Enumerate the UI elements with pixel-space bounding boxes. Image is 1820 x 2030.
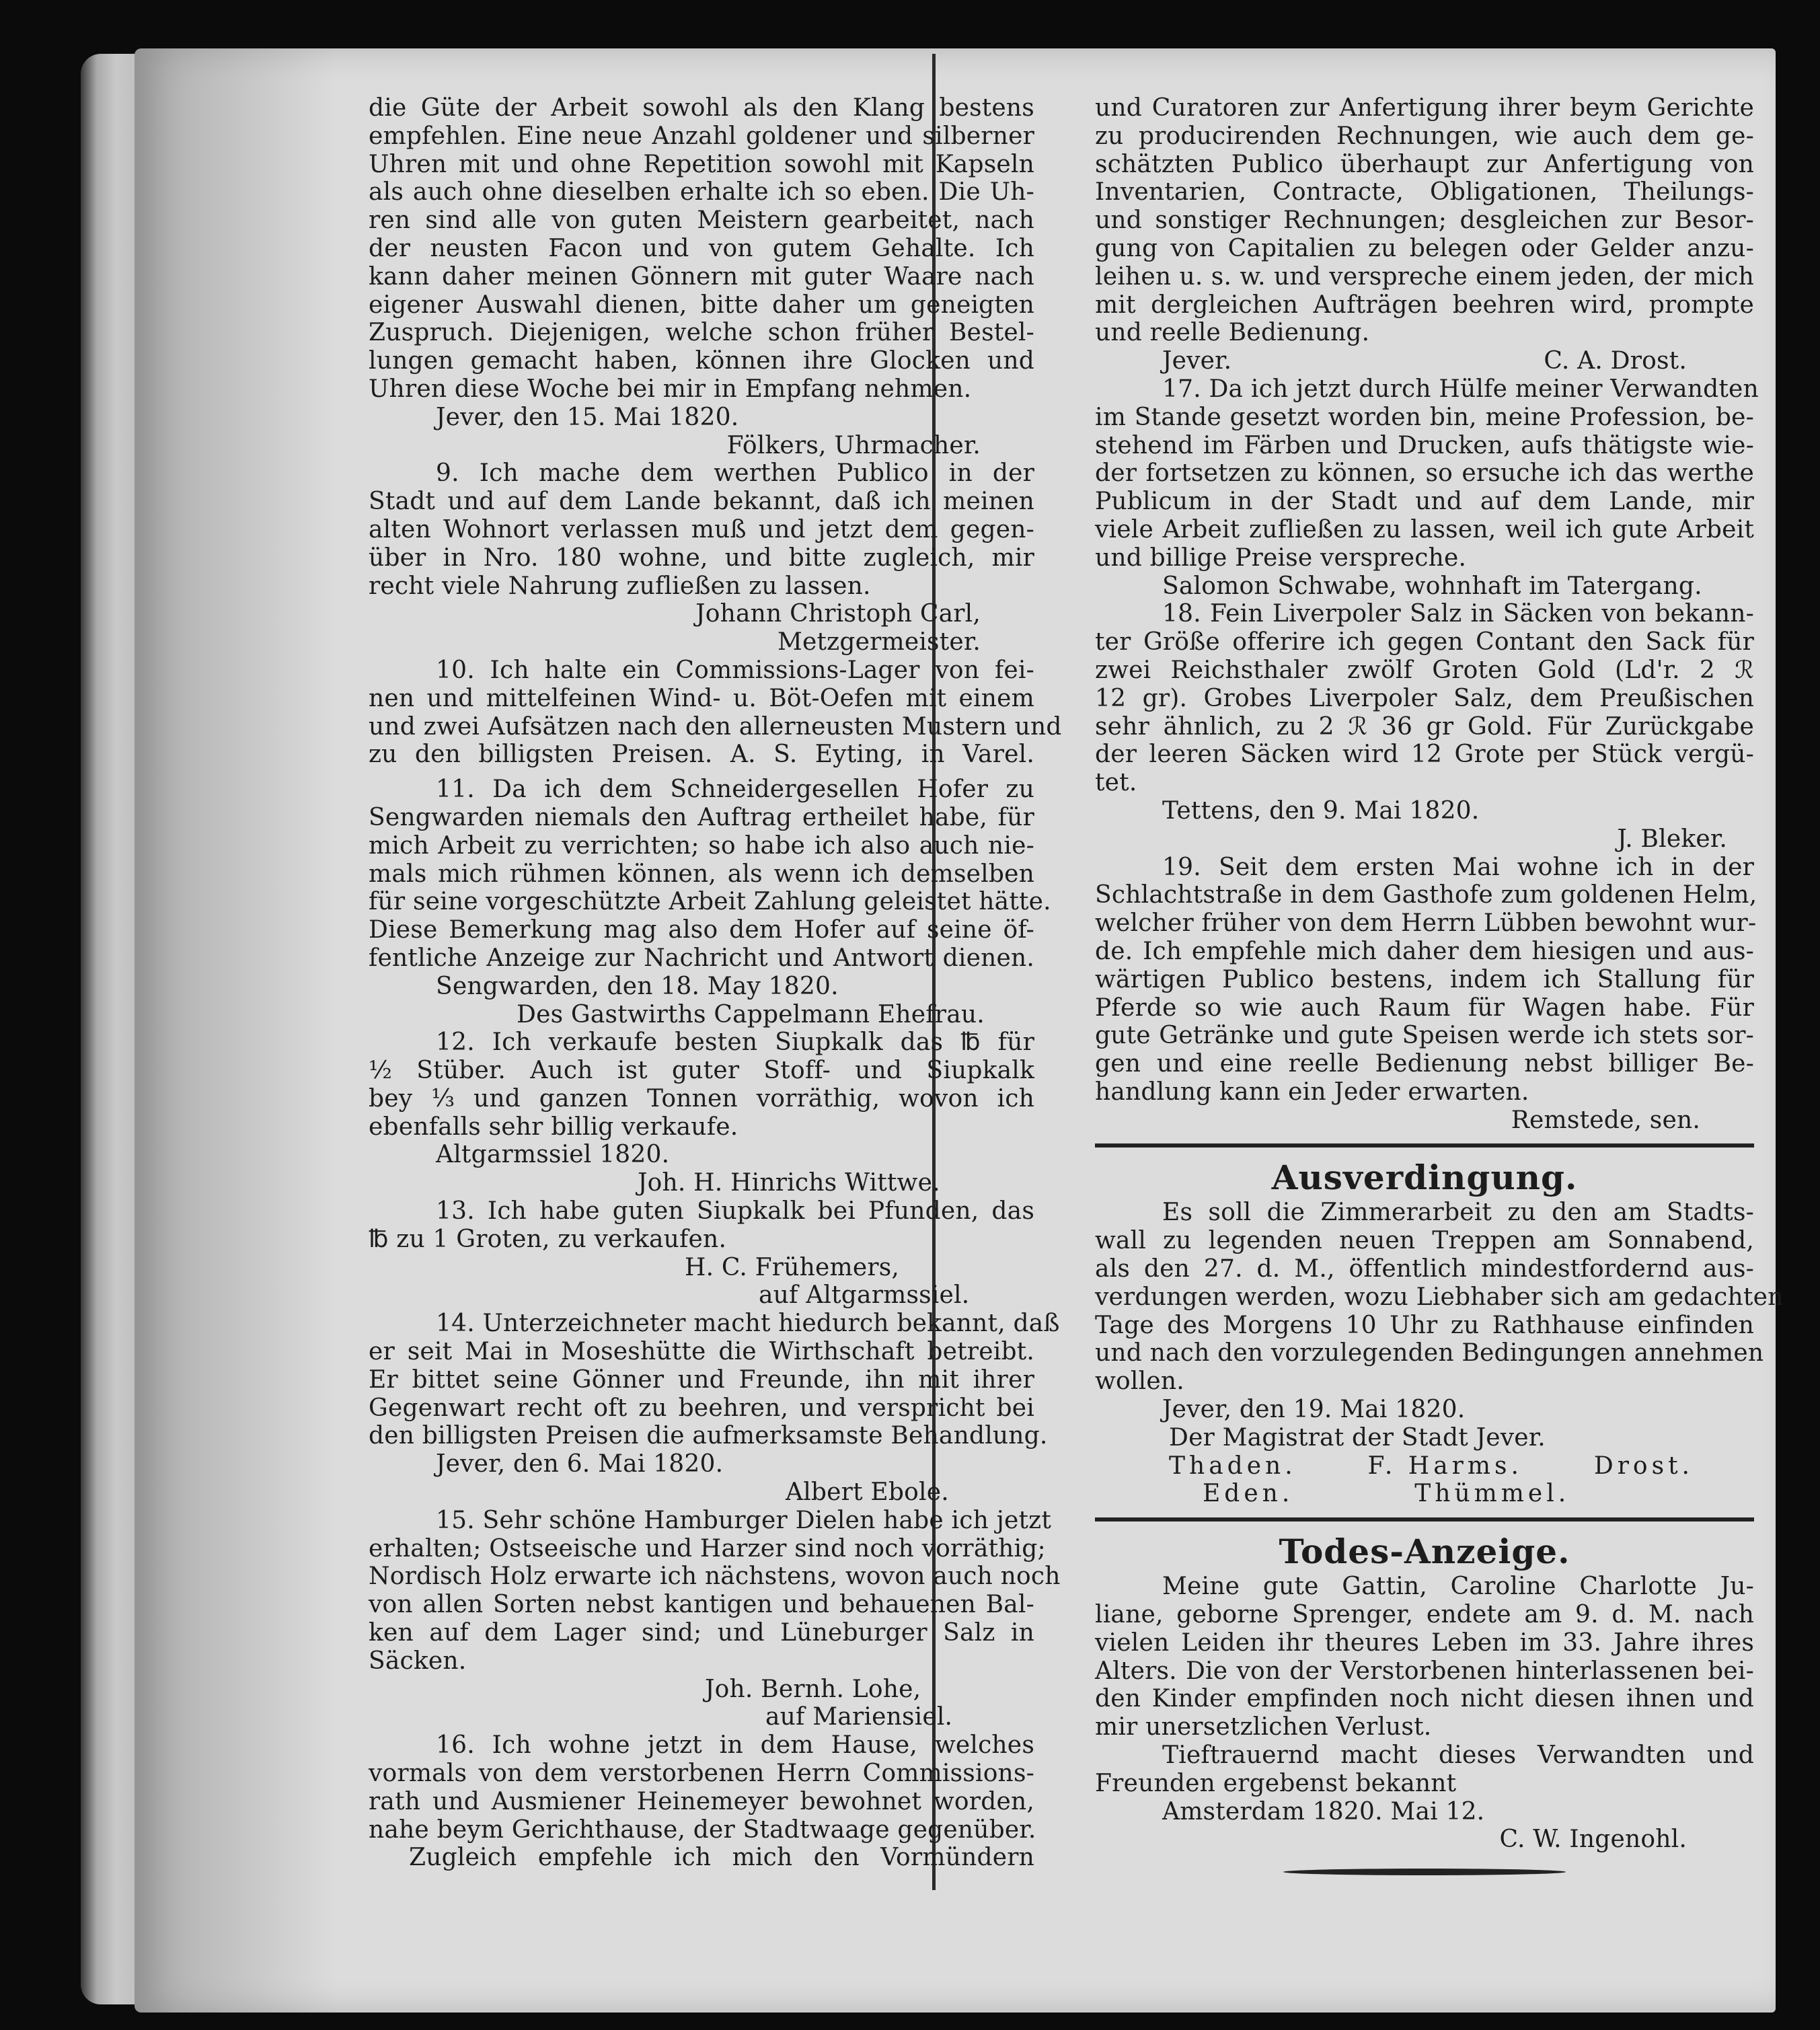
text-line: Uhren mit und ohne Repetition sowohl mit Kapseln (369, 150, 1034, 178)
text-line: 10. Ich halte ein Commissions-Lager von fei- (436, 656, 1034, 684)
text-line: der neusten Facon und von gutem Gehalte. Ich (369, 234, 1034, 262)
text-line: 9. Ich mache dem werthen Publico in der (436, 459, 1034, 488)
text-line: Gegenwart recht oft zu beehren, und verspricht bei (369, 1394, 1034, 1422)
text-line: Es soll die Zimmerarbeit zu den am Stadts- (1162, 1199, 1754, 1227)
notice-18 (1095, 600, 1754, 853)
signature: Joh. Bernh. Lohe, (705, 1675, 921, 1703)
text-line: Schlachtstraße in dem Gasthofe zum goldenen Helm, (1095, 881, 1757, 909)
text-line: 18. Fein Liverpoler Salz in Säcken von bekann- (1162, 600, 1754, 628)
text-line: gute Getränke und gute Speisen werde ich stets sor- (1095, 1022, 1754, 1050)
text-line: ebenfalls sehr billig verkaufe. (369, 1113, 738, 1141)
text-line: zu producirenden Rechnungen, wie auch dem ge- (1095, 122, 1754, 150)
notice-11 (369, 776, 1051, 1028)
notice-16 (369, 1731, 1034, 1872)
left-column (369, 94, 1062, 1872)
text-line: 12. Ich verkaufe besten Siupkalk das ℔ für (436, 1028, 1034, 1057)
text-line: zwei Reichsthaler zwölf Groten Gold (Ld'r. 2 ℛ (1095, 656, 1754, 684)
notice-watchmaker (369, 94, 1034, 459)
notice-9 (369, 459, 1034, 656)
text-line: Stadt und auf dem Lande bekannt, daß ich meinen (369, 488, 1034, 516)
place-date: Tettens, den 9. Mai 1820. (1162, 796, 1480, 825)
place-date: Sengwarden, den 18. May 1820. (436, 972, 839, 1000)
text-line: gen und eine reelle Bedienung nebst billiger Be- (1095, 1050, 1754, 1078)
text-line: der fortsetzen zu können, so ersuche ich das werthe (1095, 459, 1754, 488)
text-line: Publicum in der Stadt und auf dem Lande, mir (1095, 488, 1754, 516)
text-line: bey ⅓ und ganzen Tonnen vorräthig, wovon ich (369, 1084, 1034, 1113)
text-line: eigener Auswahl dienen, bitte daher um geneigten (369, 291, 1034, 319)
text-line: nahe beym Gerichthause, der Stadtwaage gegenüber. (369, 1815, 1036, 1844)
signatory: Eden. (1203, 1480, 1294, 1508)
notice-10 (369, 656, 1062, 769)
place-date: Jever, den 19. Mai 1820. (1162, 1396, 1466, 1424)
text-line: die Güte der Arbeit sowohl als den Klang bestens (369, 94, 1034, 122)
text-line: als auch ohne dieselben erhalte ich so eben. Die Uh- (369, 178, 1034, 206)
signature: Joh. H. Hinrichs Wittwe. (638, 1169, 940, 1197)
signature: Johann Christoph Carl, (695, 600, 981, 628)
notice-12 (369, 1028, 1034, 1197)
text-line: Meine gute Gattin, Caroline Charlotte Ju- (1162, 1573, 1754, 1601)
text-line: gung von Capitalien zu belegen oder Gelder anzu- (1095, 234, 1754, 262)
text-line: Tieftrauernd macht dieses Verwandten und (1162, 1741, 1754, 1770)
section-heading: Todes-Anzeige. (1279, 1532, 1570, 1572)
text-line: ken auf dem Lager sind; und Lüneburger Salz in (369, 1619, 1034, 1647)
text-line: Er bittet seine Gönner und Freunde, ihn mit ihrer (369, 1365, 1034, 1394)
text-line: Inventarien, Contracte, Obligationen, Theilungs- (1095, 178, 1754, 206)
text-line: für seine vorgeschützte Arbeit Zahlung geleistet hätte. (369, 888, 1051, 916)
text-line: den billigsten Preisen die aufmerksamste Behandlung. (369, 1422, 1048, 1450)
section-heading: Ausverdingung. (1271, 1158, 1578, 1198)
text-line: sehr ähnlich, zu 2 ℛ 36 gr Gold. Für Zurückgabe (1095, 712, 1754, 741)
notice-16-continued (1095, 94, 1754, 375)
text-line: Tage des Morgens 10 Uhr zu Rathhause einfinden (1095, 1311, 1754, 1339)
text-line: Nordisch Holz erwarte ich nächstens, wovon auch noch (369, 1563, 1061, 1591)
text-line: im Stande gesetzt worden bin, meine Profession, be- (1095, 403, 1754, 431)
text-line: lungen gemacht haben, können ihre Glocken und (369, 347, 1034, 375)
signature: C. W. Ingenohl. (1499, 1826, 1687, 1854)
gutter-shadow (135, 48, 336, 2013)
text-line: kann daher meinen Gönnern mit guter Waare nach (369, 262, 1034, 291)
text-line: rath und Ausmiener Heinemeyer bewohnet worden, (369, 1787, 1034, 1815)
text-line: und nach den vorzulegenden Bedingungen annehmen (1095, 1339, 1764, 1367)
text-line: liane, geborne Sprenger, endete am 9. d. M. nach (1095, 1601, 1754, 1629)
signature: Des Gastwirths Cappelmann Ehefrau. (517, 1000, 985, 1028)
signatories-row-1 (1095, 1452, 1754, 1480)
text-line: von allen Sorten nebst kantigen und behauenen Bal- (369, 1591, 1034, 1619)
text-line: 19. Seit dem ersten Mai wohne ich in der (1162, 853, 1754, 881)
text-line: als den 27. d. M., öffentlich mindestfordernd aus- (1095, 1255, 1754, 1283)
text-line: vormals von dem verstorbenen Herrn Commissions- (369, 1760, 1034, 1788)
text-line: wollen. (1095, 1367, 1184, 1396)
right-column (1095, 94, 1784, 1875)
text-line: verdungen werden, wozu Liebhaber sich am gedachten (1095, 1283, 1784, 1311)
text-line: tet. (1095, 769, 1137, 797)
text-line: Sengwarden niemals den Auftrag ertheilet habe, für (369, 803, 1034, 831)
text-line: er seit Mai in Moseshütte die Wirthschaft betreibt. (369, 1338, 1034, 1366)
signature-place: auf Mariensiel. (765, 1703, 953, 1731)
text-line: Zuspruch. Diejenigen, welche schon früher Bestel- (369, 319, 1034, 347)
text-line: und Curatoren zur Anfertigung ihrer beym Gerichte (1095, 94, 1754, 122)
place-date: Amsterdam 1820. Mai 12. (1162, 1797, 1485, 1826)
text-line: 14. Unterzeichneter macht hiedurch bekannt, daß (436, 1310, 1060, 1338)
notice-13 (369, 1197, 1034, 1310)
signature: Salomon Schwabe, wohnhaft im Tatergang. (1162, 572, 1702, 600)
signatories-row-2 (1095, 1480, 1754, 1508)
section-divider (1095, 1143, 1754, 1148)
text-line: de. Ich empfehle mich daher dem hiesigen und aus- (1095, 937, 1754, 965)
signature: Fölkers, Uhrmacher. (726, 431, 981, 459)
text-line: mich Arbeit zu verrichten; so habe ich also auch nie- (369, 831, 1034, 860)
text-line: stehend im Färben und Drucken, aufs thätigste wie- (1095, 431, 1754, 459)
text-line: Freunden ergebenst bekannt (1095, 1769, 1457, 1797)
text-line: 17. Da ich jetzt durch Hülfe meiner Verwandten (1162, 375, 1759, 403)
text-line: mir unersetzlichen Verlust. (1095, 1713, 1432, 1741)
place: Jever. (1162, 347, 1232, 375)
text-line: leihen u. s. w. und verspreche einem jeden, der mich (1095, 262, 1754, 291)
text-line: ter Größe offerire ich gegen Contant den Sack für (1095, 628, 1754, 656)
notice-17 (1095, 375, 1759, 600)
notice-19 (1095, 853, 1757, 1135)
text-line: schätzten Publico überhaupt zur Anfertigung von (1095, 150, 1754, 178)
notice-ausverdingung (1095, 1157, 1784, 1508)
text-line: und reelle Bedienung. (1095, 319, 1370, 347)
text-line: alten Wohnort verlassen muß und jetzt dem gegen- (369, 515, 1034, 543)
authority: Der Magistrat der Stadt Jever. (1169, 1423, 1546, 1452)
text-line: empfehlen. Eine neue Anzahl goldener und silberner (369, 122, 1034, 150)
signatory: Thaden. (1169, 1452, 1297, 1480)
text-line: der leeren Säcken wird 12 Grote per Stück vergü- (1095, 741, 1754, 769)
place-date: Jever, den 15. Mai 1820. (436, 403, 739, 431)
text-line: ½ Stüber. Auch ist guter Stoff- und Siupkalk (369, 1057, 1034, 1085)
signature: Albert Ebole. (786, 1478, 949, 1507)
text-line: 15. Sehr schöne Hamburger Dielen habe ich jetzt (436, 1506, 1052, 1534)
text-line: Diese Bemerkung mag also dem Hofer auf seine öf- (369, 916, 1034, 944)
text-line: zu den billigsten Preisen. A. S. Eyting, in Varel. (369, 741, 1034, 769)
text-line: handlung kann ein Jeder erwarten. (1095, 1078, 1529, 1106)
text-line: vielen Leiden ihr theures Leben im 33. Jahre ihres (1095, 1628, 1754, 1657)
text-line: viele Arbeit zufließen zu lassen, weil ich gute Arbeit (1095, 515, 1754, 543)
text-line: 11. Da ich dem Schneidergesellen Hofer zu (436, 776, 1034, 804)
signature: H. C. Frühemers, (685, 1253, 900, 1281)
place-date: Jever, den 6. Mai 1820. (436, 1450, 724, 1478)
text-line: nen und mittelfeinen Wind- u. Böt-Oefen mit einem (369, 684, 1034, 712)
text-line: über in Nro. 180 wohne, und bitte zugleich, mir (369, 543, 1034, 572)
signature: C. A. Drost. (1544, 347, 1687, 375)
signature-title: Metzgermeister. (777, 628, 981, 656)
text-line: den Kinder empfinden noch nicht diesen ihnen und (1095, 1685, 1754, 1713)
text-line: 13. Ich habe guten Siupkalk bei Pfunden, das (436, 1197, 1034, 1226)
text-line: Zugleich empfehle ich mich den Vormündern (409, 1844, 1034, 1872)
signature: J. Bleker. (1617, 825, 1727, 853)
closing-ornament-rule (1283, 1869, 1566, 1875)
text-line: Uhren diese Woche bei mir in Empfang nehmen. (369, 375, 972, 403)
text-line: und sonstiger Rechnungen; desgleichen zur Besor- (1095, 206, 1754, 235)
text-line: fentliche Anzeige zur Nachricht und Antwort dienen. (369, 944, 1034, 972)
text-line: 12 gr). Grobes Liverpoler Salz, dem Preußischen (1095, 684, 1754, 712)
signature-place: auf Altgarmssiel. (759, 1281, 970, 1310)
text-line: ren sind alle von guten Meistern gearbeitet, nach (369, 206, 1034, 235)
text-line: Pferde so wie auch Raum für Wagen habe. Für (1095, 993, 1754, 1022)
text-line: wärtigen Publico bestens, indem ich Stallung für (1095, 965, 1754, 993)
text-line: Säcken. (369, 1647, 467, 1675)
signatory: Drost. (1593, 1452, 1694, 1480)
notice-death (1095, 1531, 1754, 1875)
text-line: wall zu legenden neuen Treppen am Sonnabend, (1095, 1227, 1754, 1255)
notice-15 (369, 1506, 1061, 1731)
signature: Remstede, sen. (1511, 1106, 1700, 1134)
text-line: und zwei Aufsätzen nach den allerneusten Mustern und (369, 712, 1062, 741)
text-line: welcher früher von dem Herrn Lübben bewohnt wur- (1095, 909, 1757, 938)
notice-14 (369, 1310, 1060, 1507)
text-line: Alters. Die von der Verstorbenen hinterlassenen bei- (1095, 1657, 1754, 1685)
text-line: mit dergleichen Aufträgen beehren wird, prompte (1095, 291, 1754, 319)
section-divider (1095, 1517, 1754, 1521)
place-date: Altgarmssiel 1820. (436, 1141, 670, 1169)
signatory: F. Harms. (1367, 1452, 1523, 1480)
text-line: 16. Ich wohne jetzt in dem Hause, welches (436, 1731, 1034, 1760)
text-line: und billige Preise verspreche. (1095, 543, 1467, 572)
place-signature-row (1095, 347, 1754, 375)
text-line: ℔ zu 1 Groten, zu verkaufen. (369, 1225, 727, 1253)
text-line: mals mich rühmen können, als wenn ich demselben (369, 860, 1034, 888)
signatory: Thümmel. (1414, 1480, 1570, 1508)
text-line: recht viele Nahrung zufließen zu lassen. (369, 572, 871, 600)
text-line: erhalten; Ostseeische und Harzer sind noch vorräthig; (369, 1534, 1046, 1563)
